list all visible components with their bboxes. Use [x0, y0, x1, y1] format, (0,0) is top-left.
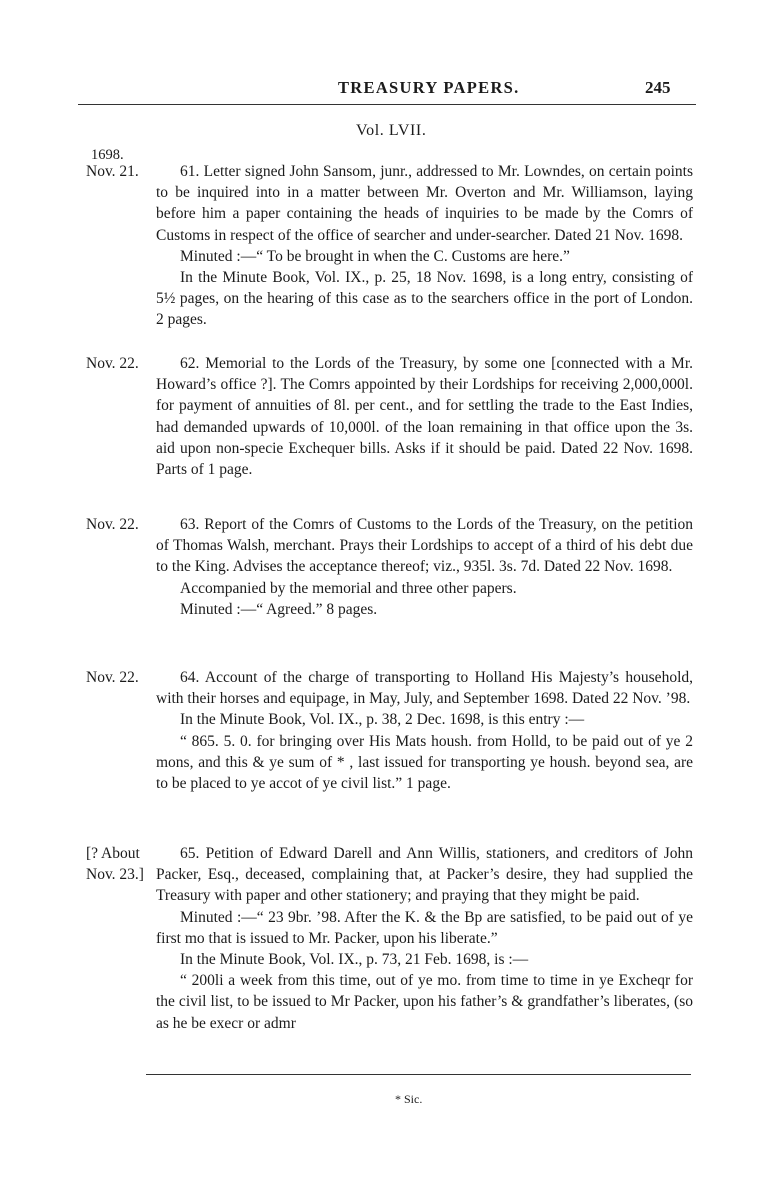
- year-label: 1698.: [91, 147, 124, 163]
- entry-paragraph: 63. Report of the Comrs of Customs to the Lords of the Treasury, on the petition of Thomas Walsh, merchant. Prays their Lordships to accept of a third of his debt due to the King. Advises the acceptance thereof; viz., 935l. 3s. 7d. Dated 22 Nov. 1698.: [156, 516, 693, 576]
- entry-date: Nov. 22.: [86, 516, 139, 533]
- entry-paragraph: Minuted :—“ 23 9br. ’98. After the K. & the Bp are satisfied, to be paid out of ye first mo that is issued to Mr. Packer, upon his liberate.”: [156, 908, 693, 947]
- entry-paragraph: In the Minute Book, Vol. IX., p. 73, 21 Feb. 1698, is :—: [180, 951, 529, 969]
- entry-paragraph: In the Minute Book, Vol. IX., p. 38, 2 Dec. 1698, is this entry :—: [180, 711, 585, 729]
- entry-61: [156, 161, 693, 331]
- entry-paragraph: “ 200li a week from this time, out of ye mo. from time to time in ye Excheqr for the civil list, to be issued to Mr Packer, upon his father’s & grandfather’s liberates, (so as he be execr or admr: [156, 972, 693, 1032]
- entry-63: [156, 514, 693, 620]
- entry-62: [156, 353, 693, 480]
- entry-paragraph: 61. Letter signed John Sansom, junr., addressed to Mr. Lowndes, on certain points to be inquired into in a matter between Mr. Overton and Mr. Williamson, laying before him a paper containing the heads of inquiries to be made by the Comrs of Customs in respect of the office of searcher and under-searcher. Dated 21 Nov. 1698.: [156, 163, 693, 244]
- footnote-rule: [146, 1074, 691, 1075]
- entry-paragraph: In the Minute Book, Vol. IX., p. 25, 18 Nov. 1698, is a long entry, consisting of 5½ pages, on the hearing of this case as to the searchers office in the port of London. 2 pages.: [156, 269, 693, 329]
- page-number: 245: [645, 78, 671, 97]
- entry-65: [156, 843, 693, 1034]
- volume-heading: Vol. LVII.: [356, 122, 427, 139]
- entry-paragraph: 64. Account of the charge of transporting to Holland His Majesty’s household, with their horses and equipage, in May, July, and September 1698. Dated 22 Nov. ’98.: [156, 669, 693, 708]
- entry-paragraph: Minuted :—“ Agreed.” 8 pages.: [180, 600, 378, 618]
- entry-paragraph: 62. Memorial to the Lords of the Treasury, by some one [connected with a Mr. Howard’s office ?]. The Comrs appointed by their Lordships for receiving 2,000,000l. for payment of annuities of 8l. per cent., and for settling the trade to the East Indies, had demanded upwards of 10,000l. of the loan remaining in that office upon the 3s. aid upon non-specie Exchequer bills. Asks if it should be paid. Dated 22 Nov. 1698. Parts of 1 page.: [156, 355, 693, 479]
- running-title: TREASURY PAPERS.: [338, 78, 520, 97]
- entry-paragraph: Minuted :—“ To be brought in when the C. Customs are here.”: [180, 247, 570, 265]
- entry-paragraph: “ 865. 5. 0. for bringing over His Mats housh. from Holld, to be paid out of ye 2 mons, and this & ye sum of * , last issued for transporting ye housh. beyond sea, are to be placed to ye accot of ye civil list.” 1 page.: [156, 732, 693, 793]
- entry-date: [? About Nov. 23.]: [86, 845, 144, 883]
- entry-paragraph: Accompanied by the memorial and three other papers.: [180, 579, 517, 597]
- entry-date: Nov. 21.: [86, 163, 139, 180]
- footnote: * Sic.: [395, 1092, 423, 1106]
- entry-date: Nov. 22.: [86, 355, 139, 372]
- header-rule: [78, 104, 696, 105]
- entry-64: [156, 667, 693, 794]
- entry-paragraph: 65. Petition of Edward Darell and Ann Willis, stationers, and creditors of John Packer, Esq., deceased, complaining that, at Packer’s desire, they had supplied the Treasury with paper and other stationery; and praying that they might be paid.: [156, 845, 693, 905]
- entry-date: Nov. 22.: [86, 669, 139, 686]
